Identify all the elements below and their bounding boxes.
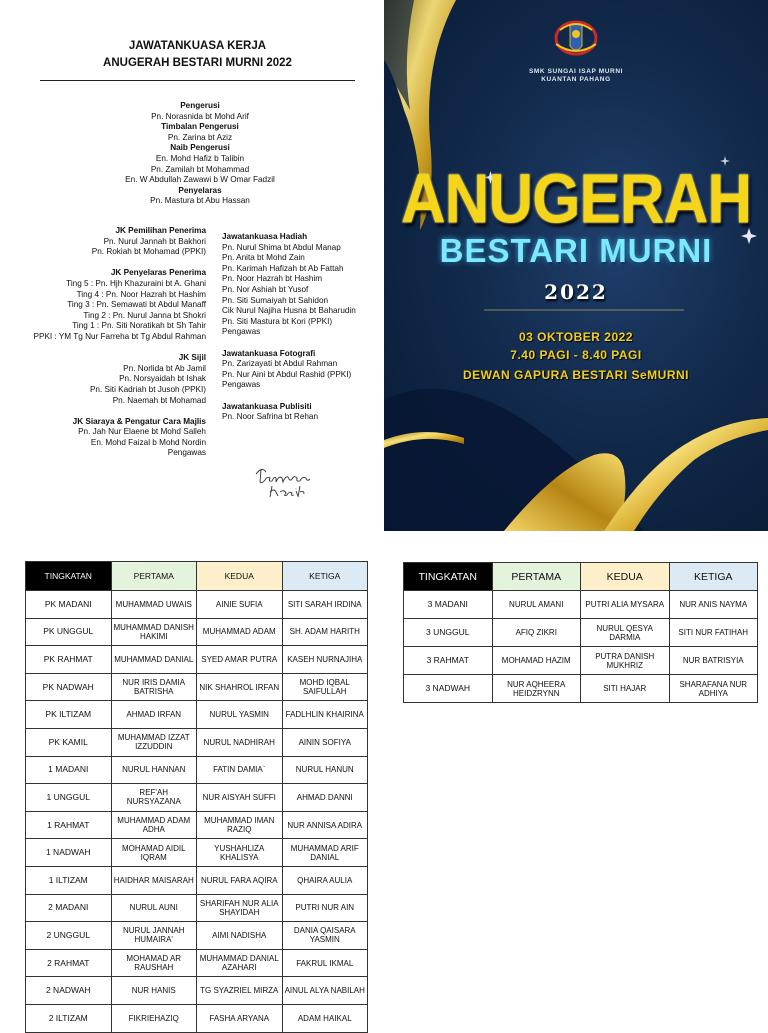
second-place-cell: MUHAMMAD IMAN RAZIQ [197,811,283,839]
class-name-cell: PK UNGGUL [26,618,112,646]
committee-member: Pn. Siti Sumaiyah bt Sahidon [222,295,329,305]
committee-member: Pengawas [222,327,261,337]
table-row [404,591,758,619]
table-row [26,839,368,867]
committee-member: Pn. Noor Hazrah bt Hashim [222,274,323,284]
class-name-cell: 3 UNGGUL [404,619,493,647]
committee-member: Pengawas [222,380,261,390]
committee-member: Pengawas [167,448,206,458]
second-place-cell: NURUL YASMIN [197,701,283,729]
committee-member: Pn. Nur Aini bt Abdul Rashid (PPKI) [222,369,352,379]
first-place-cell: FIKRIEHAZIQ [111,1004,197,1032]
awards-table-lower-forms [25,561,368,1033]
third-place-cell: NUR ANIS NAYMA [669,591,758,619]
table-row [26,646,368,674]
first-place-cell: MOHAMAD HAZIM [492,647,581,675]
first-place-cell: NUR IRIS DAMIA BATRISHA [111,673,197,701]
committee-member: Pn. Anita bt Mohd Zain [222,253,305,263]
header-ketiga: KETIGA [669,563,758,591]
committee-member: Pn. Zarina bt Aziz [167,132,233,142]
committee-member: Ting 2 : Pn. Nurul Janna bt Shokri [83,310,206,320]
header-pertama: PERTAMA [492,563,581,591]
second-place-cell: NUR AISYAH SUFFI [197,784,283,812]
title-divider [40,80,355,81]
first-place-cell: NURUL AMANI [492,591,581,619]
poster-title: ANUGERAH [400,161,752,239]
class-name-cell: PK NADWAH [26,673,112,701]
committee-member: Pn. Noor Safrina bt Rehan [222,412,319,422]
table-row [26,728,368,756]
first-place-cell: AFIQ ZIKRI [492,619,581,647]
committee-panel [0,0,384,530]
committee-member: Pn. Nurul Shima bt Abdul Manap [222,242,341,252]
third-place-cell: ADAM HAIKAL [282,1004,368,1032]
committee-member: Pn. Siti Kadriah bt Jusoh (PPKI) [89,384,206,394]
committee-heading: Pengerusi [180,101,220,110]
committee-member: Pn. Zarizayati bt Abdul Rahman [222,359,338,369]
class-name-cell: 3 MADANI [404,591,493,619]
second-place-cell: SYED AMAR PUTRA [197,646,283,674]
first-place-cell: MUHAMMAD UWAIS [111,591,197,619]
class-name-cell: PK RAHMAT [26,646,112,674]
table-row [26,784,368,812]
table-row [26,894,368,922]
third-place-cell: AININ SOFIYA [282,728,368,756]
event-time: 7.40 PAGI - 8.40 PAGI [510,348,642,362]
school-crest-icon [556,22,596,54]
committee-member: Pn. Mastura bt Abu Hassan [150,196,250,206]
class-name-cell: 1 MADANI [26,756,112,784]
committee-heading: Naib Pengerusi [170,143,230,153]
first-place-cell: MUHAMMAD DANISH HAKIMI [111,618,197,646]
committee-member: Cik Nurul Najiha Husna bt Baharudin [222,306,356,316]
first-place-cell: MOHAMAD AR RAUSHAH [111,949,197,977]
third-place-cell: SHARAFANA NUR ADHIYA [669,675,758,703]
third-place-cell: SITI SARAH IRDINA [282,591,368,619]
committee-member: Pn. Nurul Jannah bt Bakhori [103,236,206,246]
table-row [26,866,368,894]
table-row [26,673,368,701]
committee-heading: JK Siaraya & Pengatur Cara Majlis [72,416,206,426]
event-venue: DEWAN GAPURA BESTARI SeMURNI [462,368,689,382]
third-place-cell: NUR BATRISYIA [669,647,758,675]
committee-member: PPKI : YM Tg Nur Farreha bt Tg Abdul Rahman [33,331,206,341]
third-place-cell: NUR ANNISA ADIRA [282,811,368,839]
table-header-row [26,562,368,591]
committee-member: Pn. Norlida bt Ab Jamil [123,363,206,373]
event-date: 03 OKTOBER 2022 [519,330,633,344]
committee-member: Pn. Nor Ashiah bt Yusof [222,284,309,294]
committee-heading: Jawatankuasa Publisiti [222,401,312,411]
third-place-cell: KASEH NURNAJIHA [282,646,368,674]
second-place-cell: TG SYAZRIEL MIRZA [197,977,283,1005]
third-place-cell: PUTRI NUR AIN [282,894,368,922]
committee-member [5,343,206,354]
first-place-cell: MUHAMMAD ADAM ADHA [111,811,197,839]
committee-member: En. W Abdullah Zawawi b W Omar Fadzil [125,175,275,185]
table-row [26,977,368,1005]
third-place-cell: QHAIRA AULIA [282,866,368,894]
header-tingkatan: TINGKATAN [404,563,493,591]
second-place-cell: MUHAMMAD ADAM [197,618,283,646]
second-place-cell: FATIN DAMIA` [197,756,283,784]
table-row [26,591,368,619]
committee-heading: Jawatankuasa Hadiah [222,232,308,241]
table-row [26,756,368,784]
class-name-cell: 3 NADWAH [404,675,493,703]
signature-terima-kasih [252,462,332,498]
committee-member: Pn. Zamilah bt Mohammad [150,164,250,174]
committee-heading: JK Pemilihan Penerima [115,226,206,235]
second-place-cell: YUSHAHLIZA KHALISYA [197,839,283,867]
third-place-cell: SITI NUR FATIHAH [669,619,758,647]
third-place-cell: NURUL HANUN [282,756,368,784]
first-place-cell: HAIDHAR MAISARAH [111,866,197,894]
committee-member: Pn. Jah Nur Elaene bt Mohd Salleh [78,427,206,437]
class-name-cell: 2 RAHMAT [26,949,112,977]
second-place-cell: SITI HAJAR [581,675,670,703]
committee-member: Pn. Naemah bt Mohamad [112,395,206,405]
first-place-cell: REF'AH NURSYAZANA [111,784,197,812]
committee-subtitle: ANUGERAH BESTARI MURNI 2022 [103,57,292,69]
third-place-cell: DANIA QAISARA YASMIN [282,922,368,950]
first-place-cell: MOHAMAD AIDIL IQRAM [111,839,197,867]
school-name-line1: SMK SUNGAI ISAP MURNI [528,68,624,75]
committee-member: Ting 5 : Pn. Hjh Khazuraini bt A. Ghani [66,278,206,288]
third-place-cell: MUHAMMAD ARIF DANIAL [282,839,368,867]
first-place-cell: NURUL AUNI [111,894,197,922]
header-tingkatan: TINGKATAN [26,562,112,591]
second-place-cell: NIK SHAHROL IRFAN [197,673,283,701]
first-place-cell: NUR HANIS [111,977,197,1005]
table-row [404,647,758,675]
table-row [26,811,368,839]
second-place-cell: MUHAMMAD DANIAL AZAHARI [197,949,283,977]
first-place-cell: MUHAMMAD IZZAT IZZUDDIN [111,728,197,756]
committee-member [5,258,206,269]
committee-heading: Penyelaras [178,185,222,195]
first-place-cell: NURUL HANNAN [111,756,197,784]
class-name-cell: 1 RAHMAT [26,811,112,839]
second-place-cell: AINIE SUFIA [197,591,283,619]
committee-leaders [90,101,310,207]
third-place-cell: FADLHLIN KHAIRINA [282,701,368,729]
table-row [26,949,368,977]
committee-member: Ting 4 : Pn. Noor Hazrah bt Hashim [76,289,206,299]
class-name-cell: 2 UNGGUL [26,922,112,950]
committee-heading: Timbalan Pengerusi [161,122,239,132]
class-name-cell: 2 ILTIZAM [26,1004,112,1032]
class-name-cell: 2 NADWAH [26,977,112,1005]
table-row [26,701,368,729]
table-row [404,675,758,703]
class-name-cell: 1 ILTIZAM [26,866,112,894]
header-kedua: KEDUA [197,562,283,591]
first-place-cell: AHMAD IRFAN [111,701,197,729]
header-ketiga: KETIGA [282,562,368,591]
awards-table-form3 [403,562,758,703]
second-place-cell: NURUL NADHIRAH [197,728,283,756]
committee-right-column [222,232,382,423]
school-name [384,68,768,84]
table-row [404,619,758,647]
committee-left-column [5,226,206,459]
second-place-cell: AIMI NADISHA [197,922,283,950]
committee-member: Pn. Norasnida bt Mohd Arif [151,111,249,121]
third-place-cell: FAKRUL IKMAL [282,949,368,977]
table-header-row [404,563,758,591]
committee-heading: JK Sijil [178,353,206,363]
second-place-cell: FASHA ARYANA [197,1004,283,1032]
committee-member: En. Mohd Hafiz b Talibin [155,153,245,163]
class-name-cell: 1 NADWAH [26,839,112,867]
committee-title: JAWATANKUASA KERJA [128,40,267,52]
committee-heading: Jawatankuasa Fotografi [222,348,316,358]
class-name-cell: 3 RAHMAT [404,647,493,675]
third-place-cell: SH. ADAM HARITH [282,618,368,646]
first-place-cell: NURUL JANNAH HUMAIRA' [111,922,197,950]
first-place-cell: NUR AQHEERA HEIDZRYNN [492,675,581,703]
class-name-cell: PK KAMIL [26,728,112,756]
header-kedua: KEDUA [581,563,670,591]
second-place-cell: NURUL QESYA DARMIA [581,619,670,647]
committee-member: Ting 1 : Pn. Siti Noratikah bt Sh Tahir [72,321,206,331]
class-name-cell: PK MADANI [26,591,112,619]
second-place-cell: NURUL FARA AQIRA [197,866,283,894]
second-place-cell: PUTRA DANISH MUKHRIZ [581,647,670,675]
table-row [26,1004,368,1032]
committee-member: Pn. Karimah Hafizah bt Ab Fattah [222,263,344,273]
committee-member [222,338,382,349]
second-place-cell: PUTRI ALIA MYSARA [581,591,670,619]
event-poster [384,0,768,531]
third-place-cell: MOHD IQBAL SAIFULLAH [282,673,368,701]
poster-subtitle: BESTARI MURNI [439,232,713,269]
committee-member [5,406,206,417]
class-name-cell: PK ILTIZAM [26,701,112,729]
poster-year: 2022 [544,280,608,304]
committee-member: Pn. Siti Mastura bt Kori (PPKI) [222,316,333,326]
third-place-cell: AHMAD DANNI [282,784,368,812]
committee-member: Pn. Norsyaidah bt Ishak [119,374,206,384]
table-row [26,618,368,646]
header-pertama: PERTAMA [111,562,197,591]
school-location: KUANTAN PAHANG [541,76,611,83]
committee-member [222,391,382,402]
second-place-cell: SHARIFAH NUR ALIA SHAYIDAH [197,894,283,922]
class-name-cell: 2 MADANI [26,894,112,922]
first-place-cell: MUHAMMAD DANIAL [111,646,197,674]
third-place-cell: AINUL ALYA NABILAH [282,977,368,1005]
table-row [26,922,368,950]
committee-heading: JK Penyelaras Penerima [110,268,206,278]
class-name-cell: 1 UNGGUL [26,784,112,812]
committee-member: Ting 3 : Pn. Semawati bt Abdul Manaff [67,300,206,310]
committee-member: Pn. Rokiah bt Mohamad (PPKI) [91,247,206,257]
committee-member: En. Mohd Faizal b Mohd Nordin [90,437,206,447]
